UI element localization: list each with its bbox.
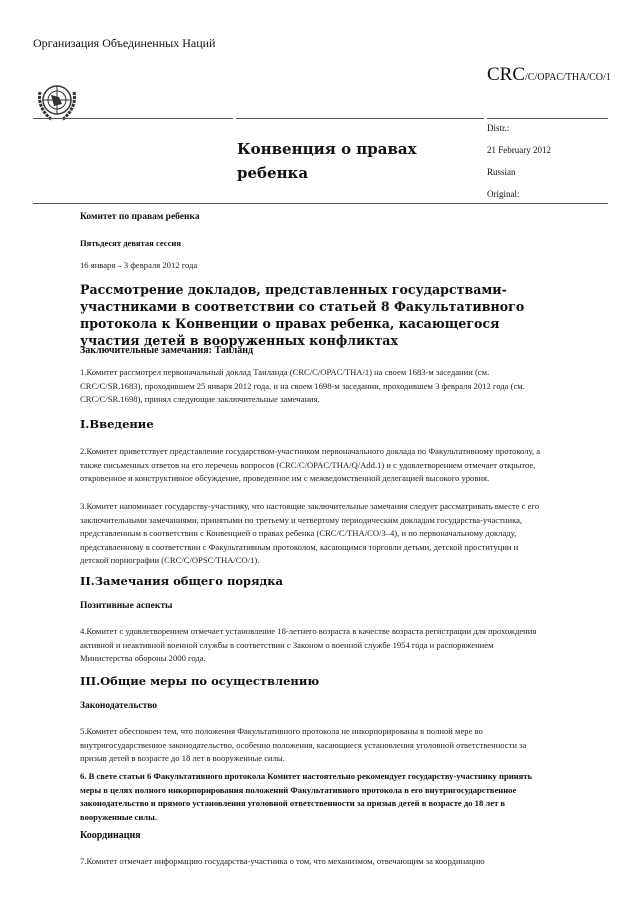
original-label: Original: (487, 189, 520, 199)
paragraph-2: 2.Комитет приветствует представление государством-участником первоначального доклада по Факультативному протоколу, а также письменных ответов на его перечень вопросов (CRC/C/OPAC/THA/Q/Add.1) и с удовлетворением отмечает открытое, откровенное и конструктивное обсуждение, проведенное им с межведомственной делегацией высокого уровня. (80, 446, 541, 483)
symbol-main: CRC (487, 64, 526, 85)
convention-title: Конвенция о правах ребенка (237, 140, 417, 182)
document-language: Russian (487, 167, 516, 177)
paragraph-7: 7.Комитет отмечает информацию государства-участника о том, что механизмом, отвечающим за координацию (80, 856, 485, 866)
organization-name: Организация Объединенных Наций (33, 36, 216, 50)
header-rule-top-mid (236, 118, 484, 119)
section-1-heading: I.Введение (80, 417, 154, 431)
section-3-heading: III.Общие меры по осуществлению (80, 674, 320, 688)
document-date: 21 February 2012 (487, 145, 551, 155)
coordination-heading: Координация (80, 830, 141, 841)
paragraph-6: 6. В свете статьи 6 Факультативного протокола Комитет настоятельно рекомендует государству-участнику принять меры в целях полного инкорпорирования положений Факультативного протокола в его внутригосударственное законодательство и прямого установления уголовной ответственности за призыв детей в возрасте до 18 лет в вооруженные силы. (80, 771, 533, 822)
subtitle: Заключительные замечания: Таиланд (80, 345, 254, 356)
header-rule-top-right (487, 118, 608, 119)
paragraph-5: 5.Комитет обеспокоен тем, что положения Факультативного протокола не инкорпорированы в полной мере во внутригосударственное законодательство, особенно положения, касающиеся установления уголовной ответственности за призыв детей в возрасте до 18 лет в вооруженные силы. (80, 726, 527, 763)
session-dates: 16 января – 3 февраля 2012 года (80, 260, 198, 270)
document-symbol (487, 64, 611, 86)
header-rule-top (33, 118, 233, 119)
header-rule-bottom (33, 203, 608, 204)
paragraph-1: 1.Комитет рассмотрел первоначальный доклад Таиланда (CRC/C/OPAC/THA/1) на своем 1683-м заседании (см. CRC/C/SR.1683), проходившем 25 января 2012 года, и на своем 1698-м заседании, проходившем 3 февраля 2012 года (см. CRC/C/SR.1698), принял следующие заключительные замечания. (80, 367, 525, 404)
paragraph-4: 4.Комитет с удовлетворением отмечает установление 18-летнего возраста в качестве возраста регистрации для прохождения активной и неактивной военной службы в соответствии с Законом о военной службе 1954 года и распоряжением Министерства обороны 2000 года. (80, 626, 537, 663)
paragraph-3: 3.Комитет напоминает государству-участнику, что настоящие заключительные замечания следует рассматривать вместе с его заключительными замечаниями, принятыми по третьему и четвертому периодическим докладам государства-участника, представленным в соответствии с Конвенцией о правах ребенка (CRC/C/THA/CO/3–4), и по первоначальному докладу, представленному в соответствии с Факультативным протоколом, касающимся торговли детьми, детской проституции и детской порнографии (CRC/C/OPSC/THA/CO/1). (80, 501, 540, 565)
distr-label: Distr.: (487, 123, 510, 133)
section-2-heading: II.Замечания общего порядка (80, 574, 283, 588)
positive-aspects-heading: Позитивные аспекты (80, 601, 173, 611)
main-title: Рассмотрение докладов, представленных государствами-участниками в соответствии со статьей 8 Факультативного протокола к Конвенции о правах ребенка, касающегося участия детей в вооруженных конфликтах (80, 282, 525, 348)
legislation-heading: Законодательство (80, 701, 158, 711)
session-name: Пятьдесят девятая сессия (80, 238, 182, 248)
symbol-rest: /C/OPAC/THA/CO/1 (525, 72, 611, 83)
committee-name: Комитет по правам ребенка (80, 212, 200, 222)
